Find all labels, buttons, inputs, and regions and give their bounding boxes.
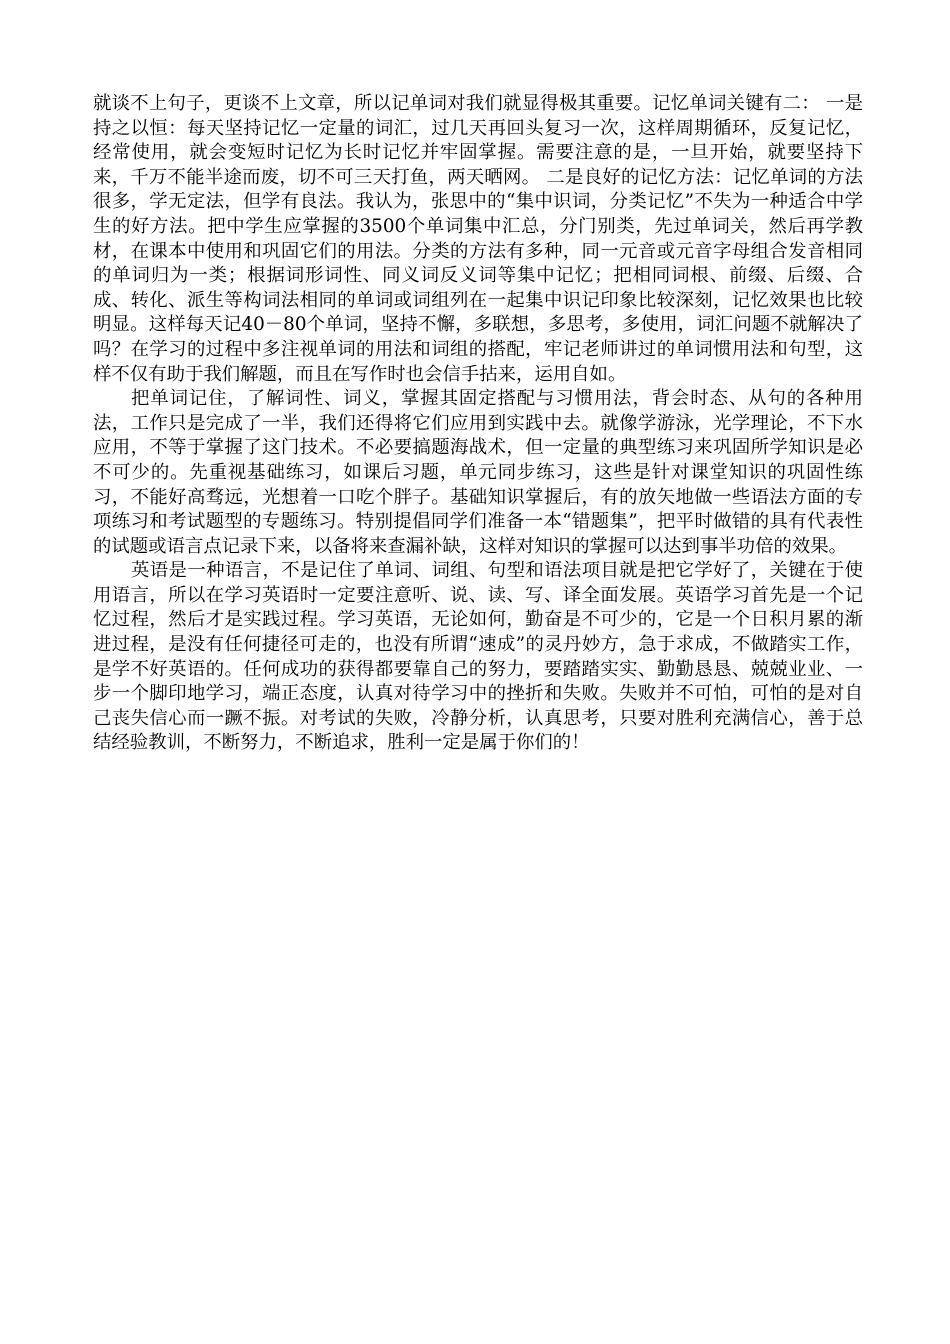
paragraph-vocabulary-memorization: 就谈不上句子，更谈不上文章，所以记单词对我们就显得极其重要。记忆单词关键有二： 一是持之以恒：每天坚持记忆一定量的词汇，过几天再回头复习一次，这样周期循环，反复记忆，经常使用，就会变短时记忆为长时记忆并牢固掌握。需要注意的是，一旦开始，就要坚持下来，千万不能半途而废，切不可三天打鱼，两天晒网。 二是良好的记忆方法：记忆单词的方法很多，学无定法，但学有良法。我认为，张思中的“集中识词，分类记忆”不失为一种适合中学生的好方法。把中学生应掌握的3500个单词集中汇总，分门别类，先过单词关，然后再学教材，在课本中使用和巩固它们的用法。分类的方法有多种，同一元音或元音字母组合发音相同的单词归为一类；根据词形词性、同义词反义词等集中记忆；把相同词根、前缀、后缀、合成、转化、派生等构词法相同的单词或词组列在一起集中识记印象比较深刻，记忆效果也比较明显。这样每天记40－80个单词，坚持不懈，多联想，多思考，多使用，词汇问题不就解决了吗？在学习的过程中多注视单词的用法和词组的搭配，牢记老师讲过的单词惯用法和句型，这样不仅有助于我们解题，而且在写作时也会信手拈来，运用自如。 xyxy=(93,93,863,385)
paragraph-language-usage: 英语是一种语言，不是记住了单词、词组、句型和语法项目就是把它学好了，关键在于使用语言，所以在学习英语时一定要注意听、说、读、写、译全面发展。英语学习首先是一个记忆过程，然后才是实践过程。学习英语，无论如何，勤奋是不可少的，它是一个日积月累的渐进过程，是没有任何捷径可走的，也没有所谓“速成”的灵丹妙方，急于求成，不做踏实工作，是学不好英语的。任何成功的获得都要靠自己的努力，要踏踏实实、勤勤恳恳、兢兢业业、一步一个脚印地学习，端正态度，认真对待学习中的挫折和失败。失败并不可怕，可怕的是对自己丧失信心而一蹶不振。对考试的失败，冷静分析，认真思考，只要对胜利充满信心，善于总结经验教训，不断努力，不断追求，胜利一定是属于你们的！ xyxy=(93,560,863,754)
document-page xyxy=(93,92,863,756)
paragraph-practice-application: 把单词记住，了解词性、词义，掌握其固定搭配与习惯用法，背会时态、从句的各种用法，工作只是完成了一半，我们还得将它们应用到实践中去。就像学游泳，光学理论，不下水应用，不等于掌握了这门技术。不必要搞题海战术，但一定量的典型练习来巩固所学知识是必不可少的。先重视基础练习，如课后习题，单元同步练习，这些是针对课堂知识的巩固性练习，不能好高骛远，光想着一口吃个胖子。基础知识掌握后，有的放矢地做一些语法方面的专项练习和考试题型的专题练习。特别提倡同学们准备一本“错题集”，把平时做错的具有代表性的试题或语言点记录下来，以备将来查漏补缺，这样对知识的掌握可以达到事半功倍的效果。 xyxy=(93,388,863,557)
